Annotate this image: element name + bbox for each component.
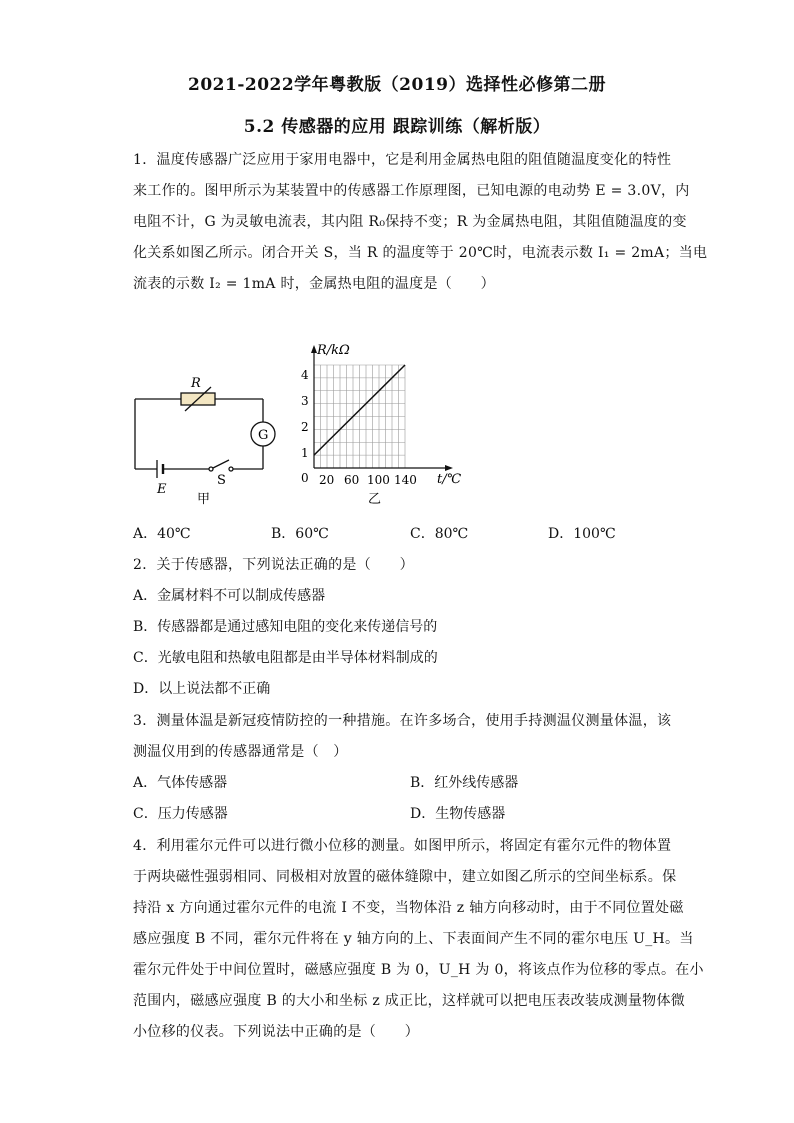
- q4-line-5: 霍尔元件处于中间位置时，磁感应强度 B 为 0，U_H 为 0，将该点作为位移的零点。在小: [133, 962, 704, 978]
- q4-line-6: 范围内，磁感应强度 B 的大小和坐标 z 成正比，这样就可以把电压表改装成测量物体微: [133, 993, 686, 1009]
- x-axis-arrow: [445, 465, 453, 471]
- q1-option-c: C．80℃: [410, 526, 469, 542]
- q4-line-2: 于两块磁性强弱相同、同极相对放置的磁体缝隙中，建立如图乙所示的空间坐标系。保: [133, 869, 677, 885]
- q1-option-d: D．100℃: [548, 526, 616, 542]
- q1-figure-svg: [125, 335, 485, 515]
- battery-label: E: [157, 482, 167, 497]
- q1-option-a: A．40℃: [133, 526, 191, 542]
- switch-label: S: [217, 473, 226, 488]
- q1-line-2: 来工作的。图甲所示为某装置中的传感器工作原理图，已知电源的电动势 E = 3.0V，内: [133, 183, 690, 199]
- q4-line-7: 小位移的仪表。下列说法中正确的是（ ）: [133, 1024, 419, 1040]
- q1-line-4: 化关系如图乙所示。闭合开关 S，当 R 的温度等于 20℃时，电流表示数 I₁ = 2mA；当电: [133, 245, 708, 261]
- x-tick-60: 60: [344, 473, 360, 487]
- y-axis-label: R/kΩ: [317, 343, 350, 358]
- q2-option-b: B．传感器都是通过感知电阻的变化来传递信号的: [133, 619, 438, 635]
- q1-line-1: 1．温度传感器广泛应用于家用电器中，它是利用金属热电阻的阻值随温度变化的特性: [133, 152, 672, 168]
- document-title: 2021-2022学年粤教版（2019）选择性必修第二册: [188, 75, 606, 95]
- q3-line-1: 3．测量体温是新冠疫情防控的一种措施。在许多场合，使用手持测温仪测量体温，该: [133, 713, 672, 729]
- document-subtitle: 5.2 传感器的应用 跟踪训练（解析版）: [243, 117, 551, 137]
- y-tick-4: 4: [301, 368, 309, 382]
- x-tick-140: 140: [394, 473, 417, 487]
- circuit-diagram: [135, 387, 275, 478]
- q3-option-d: D．生物传感器: [410, 806, 506, 822]
- q3-line-2: 测温仪用到的传感器通常是（ ）: [133, 744, 348, 760]
- q2-stem: 2．关于传感器，下列说法正确的是（ ）: [133, 557, 414, 573]
- switch-lever: [213, 460, 229, 468]
- x-tick-20: 20: [319, 473, 335, 487]
- switch-contact-left: [209, 467, 213, 471]
- q4-line-1: 4．利用霍尔元件可以进行微小位移的测量。如图甲所示，将固定有霍尔元件的物体置: [133, 838, 672, 854]
- circuit-caption: 甲: [197, 492, 211, 507]
- q1-line-5: 流表的示数 I₂ = 1mA 时，金属热电阻的温度是（ ）: [133, 276, 495, 292]
- q1-figure: [125, 335, 485, 519]
- y-tick-1: 1: [301, 446, 309, 460]
- resistor-label: R: [191, 376, 201, 391]
- galvanometer-label: G: [258, 428, 269, 443]
- q2-option-a: A．金属材料不可以制成传感器: [133, 588, 326, 604]
- q4-line-4: 感应强度 B 不同，霍尔元件将在 y 轴方向的上、下表面间产生不同的霍尔电压 U_H。当: [133, 931, 694, 947]
- x-tick-100: 100: [367, 473, 390, 487]
- q4-line-3: 持沿 x 方向通过霍尔元件的电流 I 不变，当物体沿 z 轴方向移动时，由于不同位置处磁: [133, 900, 684, 916]
- y-tick-0: 0: [301, 471, 309, 485]
- graph-caption: 乙: [368, 492, 382, 507]
- r-t-graph: [311, 345, 453, 471]
- switch-contact-right: [229, 467, 233, 471]
- x-axis-label: t/℃: [437, 472, 462, 487]
- q2-option-d: D．以上说法都不正确: [133, 681, 271, 697]
- q2-option-c: C．光敏电阻和热敏电阻都是由半导体材料制成的: [133, 650, 438, 666]
- q1-line-3: 电阻不计，G 为灵敏电流表，其内阻 R₀保持不变；R 为金属热电阻，其阻值随温度的变: [133, 214, 687, 230]
- y-tick-2: 2: [301, 420, 309, 434]
- q1-option-b: B．60℃: [271, 526, 329, 542]
- q3-option-c: C．压力传感器: [133, 806, 228, 822]
- y-tick-3: 3: [301, 394, 309, 408]
- q3-option-b: B．红外线传感器: [410, 775, 519, 791]
- q3-option-a: A．气体传感器: [133, 775, 228, 791]
